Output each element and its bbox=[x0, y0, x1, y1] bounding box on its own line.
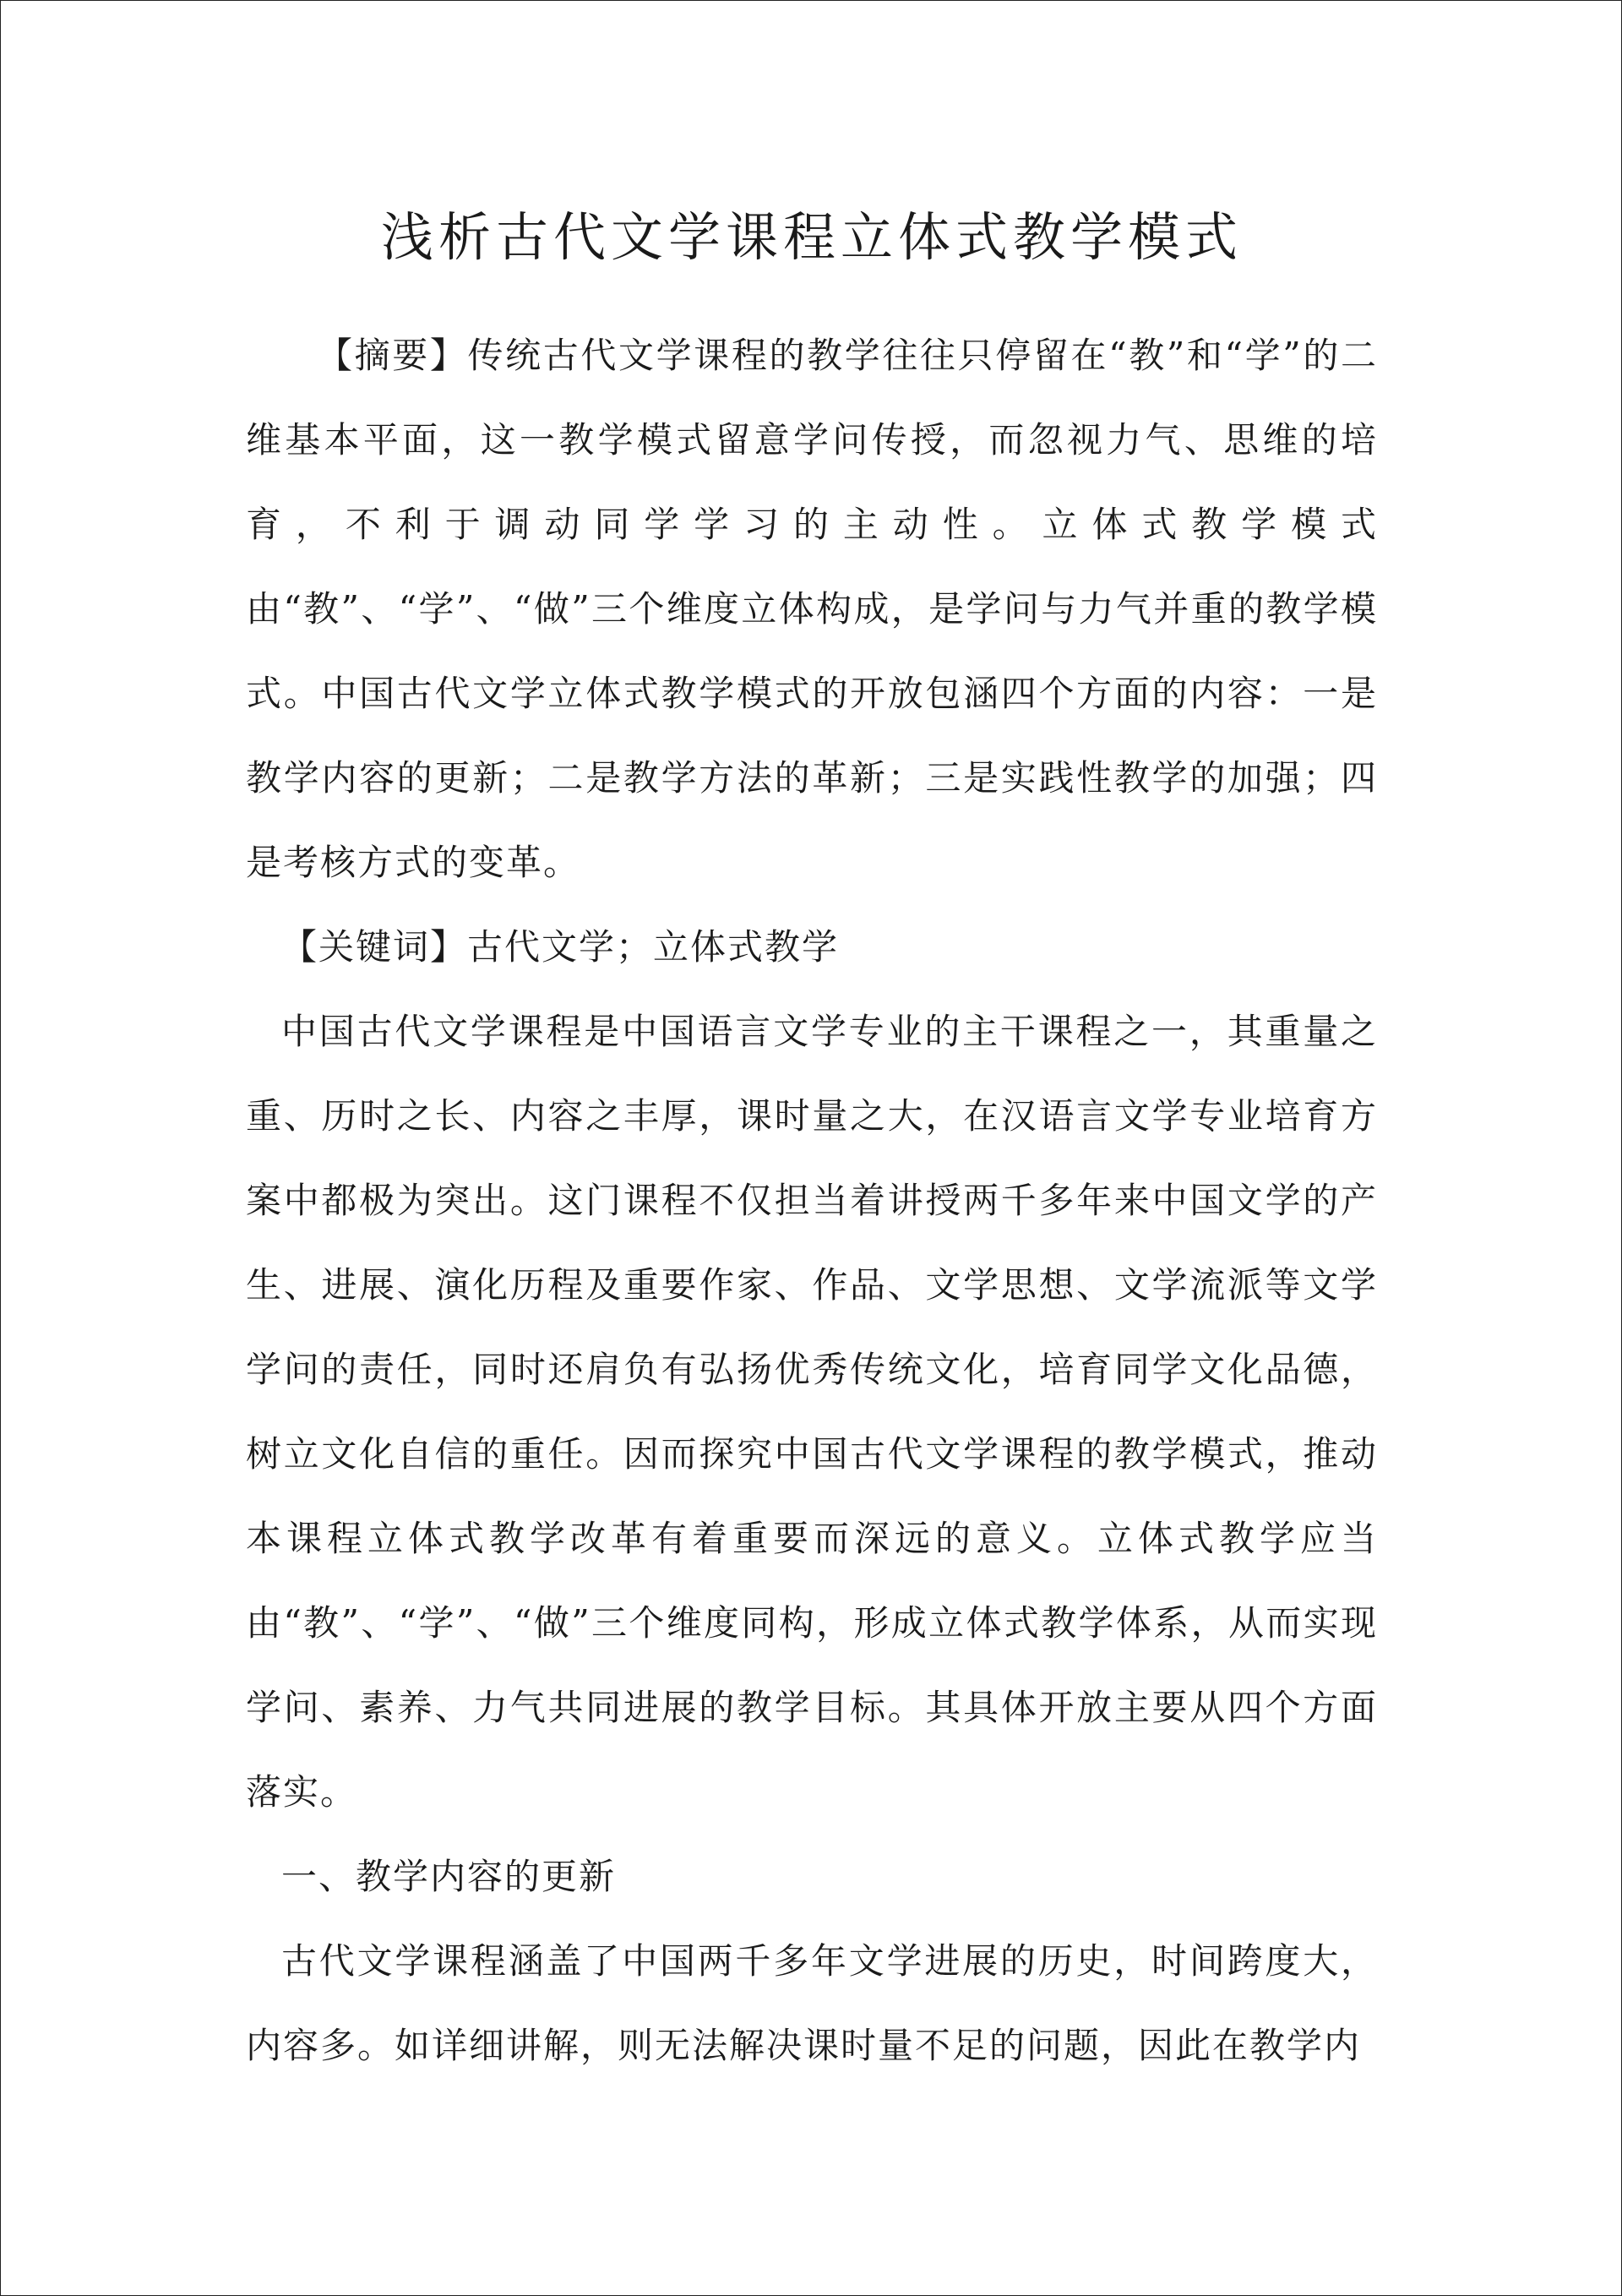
keywords-paragraph: 【关键词】古代文学；立体式教学 bbox=[281, 926, 840, 968]
document-content bbox=[246, 195, 1378, 2088]
section-body-paragraph: 古代文学课程涵盖了中国两千多年文学进展的历史，时间跨度大，内容多。如详细讲解，则无法解决课时量不足的问题，因此在教学内 bbox=[246, 1940, 1378, 2066]
abstract-paragraph: 【摘要】传统古代文学课程的教学往往只停留在“教”和“学”的二维基本平面，这一教学模式留意学问传授，而忽视力气、思维的培育，不利于调动同学学习的主动性。立体式教学模式由“教”、“学”、“做”三个维度立体构成，是学问与力气并重的教学模式。中国古代文学立体式教学模式的开放包涵四个方面的内容：一是教学内容的更新；二是教学方法的革新；三是实践性教学的加强；四是考核方式的变革。 bbox=[246, 335, 1378, 883]
page-title: 浅析古代文学课程立体式教学模式 bbox=[380, 206, 1243, 268]
intro-paragraph: 中国古代文学课程是中国语言文学专业的主干课程之一，其重量之重、历时之长、内容之丰厚，课时量之大，在汉语言文学专业培育方案中都极为突出。这门课程不仅担当着讲授两千多年来中国文学的产生、进展、演化历程及重要作家、作品、文学思想、文学流派等文学学问的责任，同时还肩负有弘扬优秀传统文化，培育同学文化品德，树立文化自信的重任。因而探究中国古代文学课程的教学模式，推动本课程立体式教学改革有着重要而深远的意义。立体式教学应当由“教”、“学”、“做”三个维度同构，形成立体式教学体系，从而实现学问、素养、力气共同进展的教学目标。其具体开放主要从四个方面落实。 bbox=[246, 1011, 1378, 1813]
section-heading: 一、教学内容的更新 bbox=[281, 1856, 617, 1897]
